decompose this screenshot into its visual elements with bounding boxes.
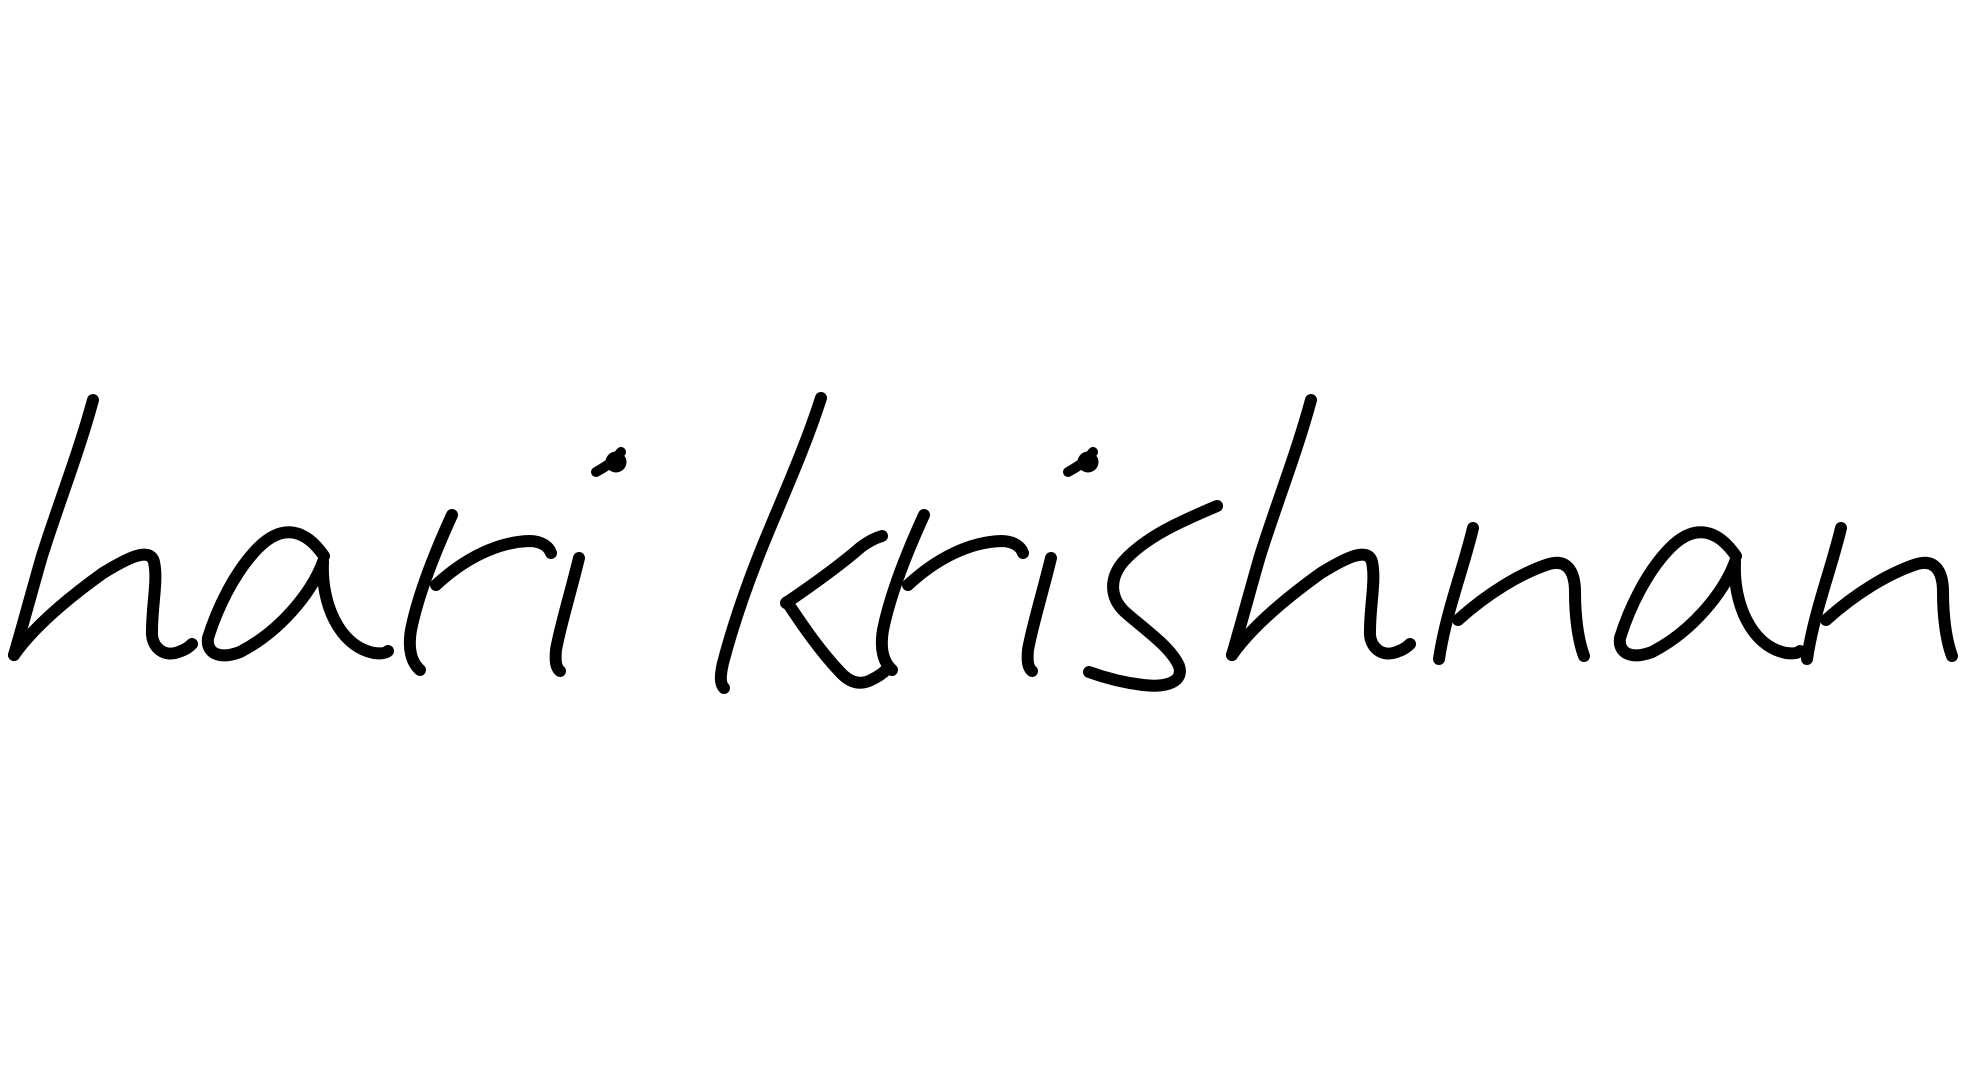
signature-word-krishnan: [721, 398, 1952, 688]
signature-word-hari: [14, 400, 626, 671]
